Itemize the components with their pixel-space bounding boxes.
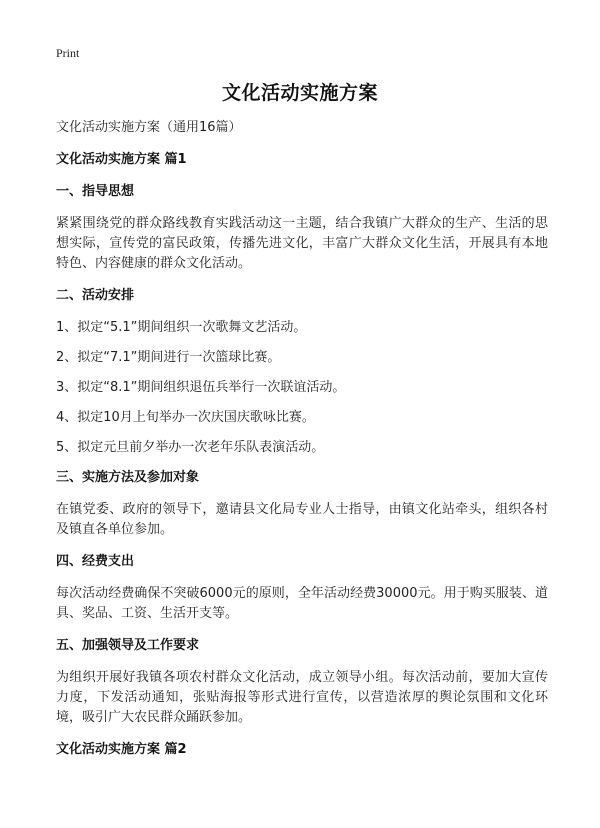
list-item: 3、拟定“8.1”期间组织退伍兵举行一次联谊活动。 xyxy=(56,380,346,395)
part-1-heading: 文化活动实施方案 篇1 xyxy=(56,152,187,167)
list-item: 2、拟定“7.1”期间进行一次篮球比赛。 xyxy=(56,350,281,365)
page-title: 文化活动实施方案 xyxy=(221,82,378,104)
part-2-heading: 文化活动实施方案 篇2 xyxy=(56,742,187,757)
print-label: Print xyxy=(56,46,80,60)
section-1-heading: 一、指导思想 xyxy=(56,184,135,199)
section-2-list xyxy=(56,318,548,458)
section-5-heading: 五、加强领导及工作要求 xyxy=(56,638,200,653)
list-item: 5、拟定元旦前夕举办一次老年乐队表演活动。 xyxy=(56,440,325,455)
section-5-body: 为组织开展好我镇各项农村群众文化活动，成立领导小组。每次活动前，要加大宣传力度，下发活动通知，张贴海报等形式进行宣传，以营造浓厚的舆论氛围和文化环境，吸引广大农民群众踊跃参加。 xyxy=(56,670,548,725)
section-4-heading: 四、经费支出 xyxy=(56,554,135,569)
section-1-body: 紧紧围绕党的群众路线教育实践活动这一主题，结合我镇广大群众的生产、生活的思想实际，宣传党的富民政策，传播先进文化，丰富广大群众文化生活，开展具有本地特色、内容健康的群众文化活动。 xyxy=(56,216,548,271)
section-4-body: 每次活动经费确保不突破6000元的原则，全年活动经费30000元。用于购买服装、道具、奖品、工资、生活开支等。 xyxy=(56,586,548,621)
document-subtitle: 文化活动实施方案（通用16篇） xyxy=(56,120,242,135)
section-2-heading: 二、活动安排 xyxy=(56,288,135,303)
document-body xyxy=(56,118,548,772)
section-3-body: 在镇党委、政府的领导下，邀请县文化局专业人士指导，由镇文化站牵头，组织各村及镇直各单位参加。 xyxy=(56,502,548,537)
section-3-heading: 三、实施方法及参加对象 xyxy=(56,470,200,485)
list-item: 4、拟定10月上旬举办一次庆国庆歌咏比赛。 xyxy=(56,410,315,425)
list-item: 1、拟定“5.1”期间组织一次歌舞文艺活动。 xyxy=(56,320,307,335)
